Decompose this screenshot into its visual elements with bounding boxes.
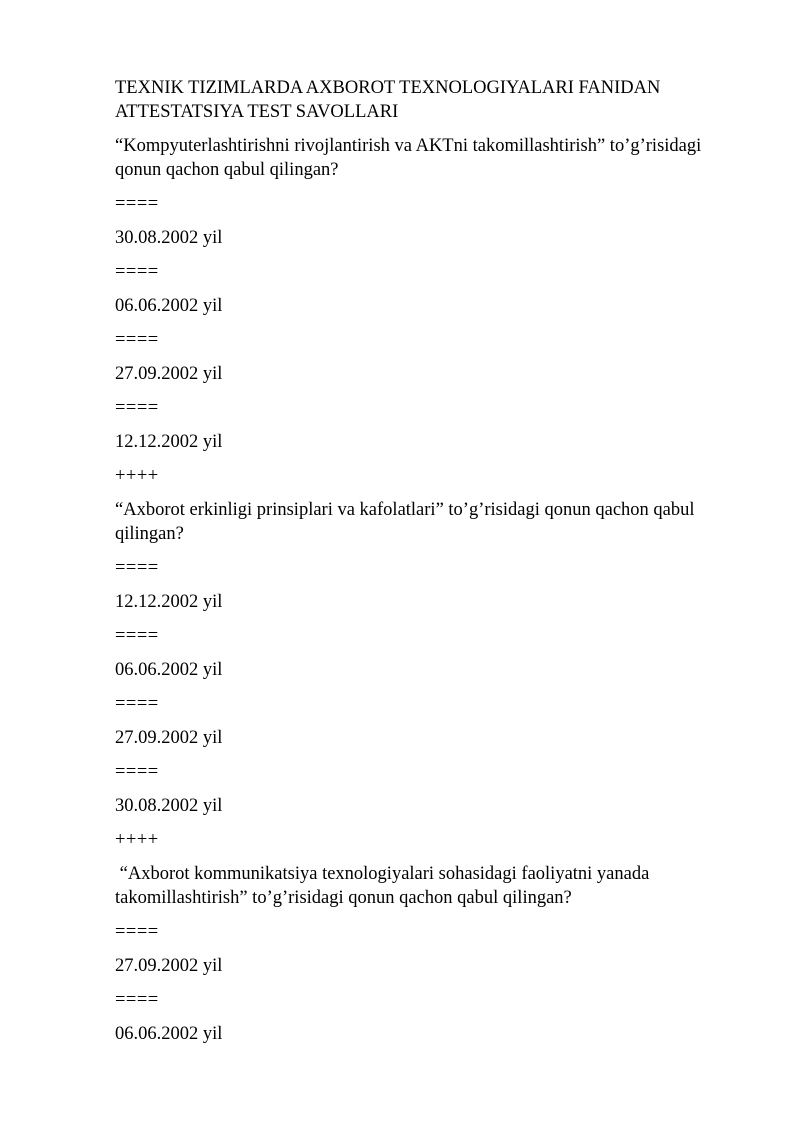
answer-option: 06.06.2002 yil (115, 296, 223, 316)
separator: ==== (115, 990, 159, 1010)
answer-option: 27.09.2002 yil (115, 728, 223, 748)
question-1: “Kompyuterlashtirishni rivojlantirish va AKTni takomillashtirish” to’g’risidagi qonun qachon qabul qilingan? (115, 136, 702, 180)
question-2: “Axborot erkinligi prinsiplari va kafolatlari” to’g’risidagi qonun qachon qabul qilingan? (115, 500, 695, 544)
answer-option: 27.09.2002 yil (115, 956, 223, 976)
answer-option: 30.08.2002 yil (115, 228, 223, 248)
answer-option: 27.09.2002 yil (115, 364, 223, 384)
answer-option: 06.06.2002 yil (115, 1024, 223, 1044)
question-end-marker: ++++ (115, 466, 159, 486)
separator: ==== (115, 626, 159, 646)
document-title: TEXNIK TIZIMLARDA AXBOROT TEXNOLOGIYALARI FANIDAN ATTESTATSIYA TEST SAVOLLARI (115, 78, 661, 122)
separator: ==== (115, 398, 159, 418)
answer-option: 12.12.2002 yil (115, 432, 223, 452)
separator: ==== (115, 694, 159, 714)
separator: ==== (115, 922, 159, 942)
separator: ==== (115, 262, 159, 282)
separator: ==== (115, 330, 159, 350)
question-3: “Axborot kommunikatsiya texnologiyalari sohasidagi faoliyatni yanada takomillashtirish” to’g’risidagi qonun qachon qabul qilingan? (115, 864, 654, 908)
separator: ==== (115, 762, 159, 782)
separator: ==== (115, 194, 159, 214)
answer-option: 06.06.2002 yil (115, 660, 223, 680)
answer-option: 12.12.2002 yil (115, 592, 223, 612)
answer-option: 30.08.2002 yil (115, 796, 223, 816)
question-end-marker: ++++ (115, 830, 159, 850)
separator: ==== (115, 558, 159, 578)
document-page (115, 76, 725, 1056)
